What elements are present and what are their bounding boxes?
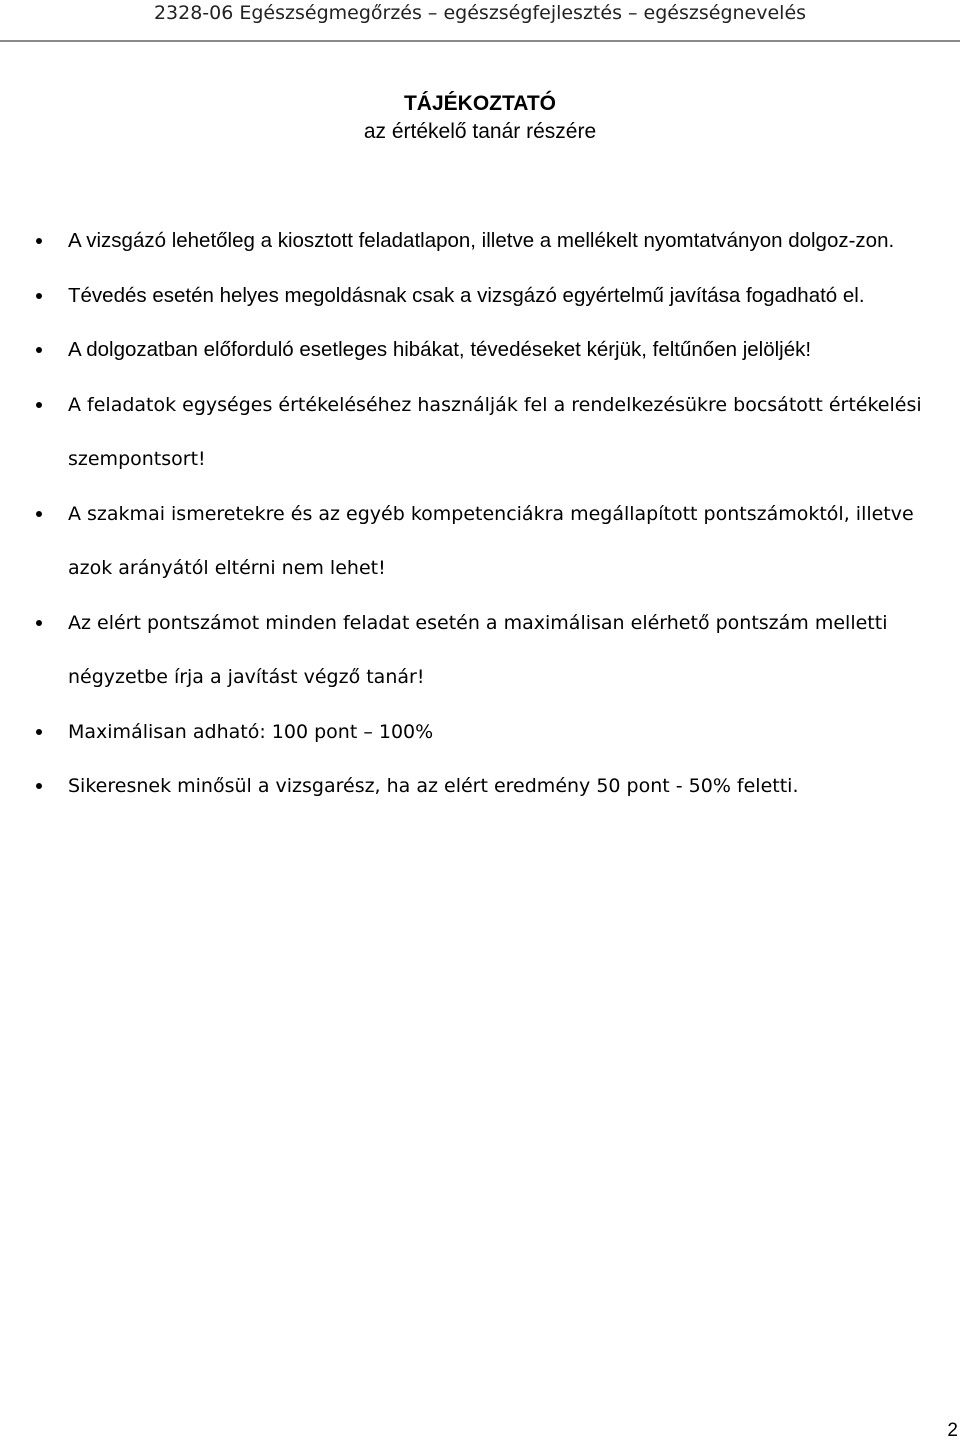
list-item bbox=[0, 323, 952, 378]
list-item bbox=[0, 705, 952, 760]
list-item-text: Az elért pontszámot minden feladat esetén a maximálisan elérhető pontszám melletti négyzetbe írja a javítást végző tanár! bbox=[68, 611, 888, 688]
bullet-icon bbox=[36, 511, 42, 517]
list-item bbox=[0, 214, 952, 269]
list-item-text: Maximálisan adható: 100 pont – 100% bbox=[68, 720, 434, 743]
evaluation-rules-list bbox=[0, 214, 960, 814]
bullet-icon bbox=[36, 783, 42, 789]
list-item-text: A dolgozatban előforduló esetleges hibákat, tévedéseket kérjük, feltűnően jelöljék! bbox=[68, 338, 812, 361]
list-item bbox=[0, 378, 952, 487]
bullet-icon bbox=[36, 402, 42, 408]
bullet-icon bbox=[36, 238, 42, 244]
list-item-text: Sikeresnek minősül a vizsgarész, ha az elért eredmény 50 pont - 50% feletti. bbox=[68, 775, 799, 797]
list-item-text: A feladatok egységes értékeléséhez használják fel a rendelkezésükre bocsátott értékelési szempontsort! bbox=[68, 393, 922, 470]
list-item bbox=[0, 759, 952, 814]
list-item bbox=[0, 269, 952, 324]
list-item-text: A szakmai ismeretekre és az egyéb kompetenciákra megállapított pontszámoktól, illetve azok arányától eltérni nem lehet! bbox=[68, 502, 914, 579]
running-header bbox=[0, 0, 960, 42]
bullet-icon bbox=[36, 347, 42, 353]
notice-title: TÁJÉKOZTATÓ bbox=[403, 92, 557, 115]
list-item bbox=[0, 487, 952, 596]
list-item-text: Tévedés esetén helyes megoldásnak csak a vizsgázó egyértelmű javítása fogadható el. bbox=[68, 283, 865, 307]
list-item bbox=[0, 596, 952, 705]
list-item-text: A vizsgázó lehetőleg a kiosztott feladatlapon, illetve a mellékelt nyomtatványon dolgoz-zon. bbox=[68, 229, 895, 252]
bullet-icon bbox=[36, 620, 42, 626]
page-number: 2 bbox=[947, 1420, 958, 1441]
bullet-icon bbox=[36, 293, 42, 299]
running-header-title: 2328-06 Egészségmegőrzés – egészségfejlesztés – egészségnevelés bbox=[153, 2, 807, 24]
bullet-icon bbox=[36, 729, 42, 735]
notice-subtitle: az értékelő tanár részére bbox=[363, 120, 597, 143]
